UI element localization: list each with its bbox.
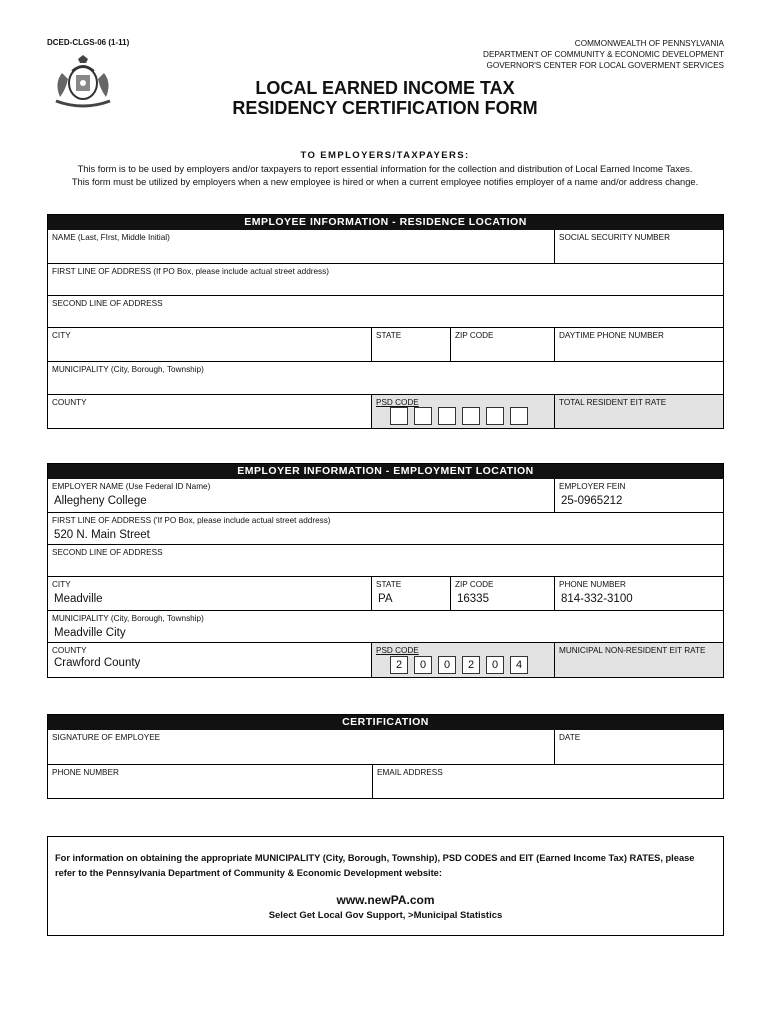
employer-eit-rate-field [554,643,723,677]
section-heading: CERTIFICATION [48,715,723,730]
employee-phone-field[interactable] [554,328,723,361]
field-value: 25-0965212 [561,495,623,507]
field-label: MUNICIPAL NON-RESIDENT EIT RATE [559,646,706,655]
psd-digit-box[interactable] [486,407,504,425]
psd-digit-box[interactable]: 4 [510,656,528,674]
employer-fein-field[interactable] [554,479,723,512]
employer-county-field[interactable] [48,643,371,677]
agency-line: GOVERNOR'S CENTER FOR LOCAL GOVERMENT SERVICES [486,61,724,70]
psd-digit-box[interactable]: 0 [486,656,504,674]
employee-address2-field[interactable] [48,296,723,327]
field-label: SECOND LINE OF ADDRESS [52,548,163,557]
agency-line: COMMONWEALTH OF PENNSYLVANIA [574,39,724,48]
employer-address1-field[interactable] [48,513,723,544]
form-code: DCED-CLGS-06 (1-11) [47,38,130,47]
employee-municipality-field[interactable] [48,362,723,394]
info-box [47,836,724,936]
email-field[interactable] [372,765,723,798]
employer-zip-field[interactable] [450,577,554,610]
intro-heading: TO EMPLOYERS/TAXPAYERS: [300,150,470,161]
employer-section [47,463,724,678]
form-title: LOCAL EARNED INCOME TAX [255,78,515,98]
website-link[interactable]: www.newPA.com [336,893,435,907]
field-label: EMPLOYER FEIN [559,482,626,491]
field-label: EMPLOYER NAME (Use Federal ID Name) [52,482,211,491]
employee-address1-field[interactable] [48,264,723,295]
field-label: DATE [559,733,581,742]
employee-name-field[interactable] [48,230,554,263]
field-label: CITY [52,580,71,589]
employer-address2-field[interactable] [48,545,723,576]
date-field[interactable] [554,730,723,764]
psd-digit-box[interactable]: 0 [438,656,456,674]
field-label: MUNICIPALITY (City, Borough, Township) [52,614,204,623]
field-label: SOCIAL SECURITY NUMBER [559,233,671,242]
field-label: SECOND LINE OF ADDRESS [52,299,163,308]
field-value: 520 N. Main Street [54,529,150,541]
field-label: ZIP CODE [455,580,494,589]
field-value: Allegheny College [54,495,147,507]
field-value: Meadville [54,593,103,605]
field-value: 814-332-3100 [561,593,633,605]
field-label: DAYTIME PHONE NUMBER [559,331,664,340]
section-heading: EMPLOYEE INFORMATION - RESIDENCE LOCATION [48,215,723,230]
field-label: FIRST LINE OF ADDRESS ('If PO Box, please include actual street address) [52,516,331,525]
psd-digit-box[interactable] [510,407,528,425]
field-label: COUNTY [52,398,87,407]
field-label: PSD CODE [376,398,419,407]
employee-section [47,214,724,429]
employer-state-field[interactable] [371,577,450,610]
psd-digit-box[interactable] [438,407,456,425]
employee-state-field[interactable] [371,328,450,361]
agency-block [483,38,724,71]
agency-line: DEPARTMENT OF COMMUNITY & ECONOMIC DEVELOPMENT [483,50,724,59]
employee-eit-rate-field [554,395,723,428]
psd-digit-box[interactable] [414,407,432,425]
field-label: STATE [376,580,402,589]
psd-digit-box[interactable]: 0 [414,656,432,674]
employee-zip-field[interactable] [450,328,554,361]
certification-section [47,714,724,799]
employee-city-field[interactable] [48,328,371,361]
psd-digit-box[interactable] [462,407,480,425]
field-value: Meadville City [54,627,126,639]
employer-municipality-field[interactable] [48,611,723,642]
field-label: MUNICIPALITY (City, Borough, Township) [52,365,204,374]
employee-psd-code-field [371,395,554,428]
field-label: TOTAL RESIDENT EIT RATE [559,398,667,407]
section-heading: EMPLOYER INFORMATION - EMPLOYMENT LOCATION [48,464,723,479]
field-label: PSD CODE [376,646,419,655]
intro-text: This form must be utilized by employers when a new employee is hired or when a current employee notifies employer of a name and/or address change. [71,177,699,187]
field-label: PHONE NUMBER [52,768,119,777]
field-label: CITY [52,331,71,340]
employee-signature-field[interactable] [48,730,554,764]
field-label: COUNTY [52,646,87,655]
employer-city-field[interactable] [48,577,371,610]
field-label: SIGNATURE OF EMPLOYEE [52,733,161,742]
field-label: FIRST LINE OF ADDRESS (If PO Box, please include actual street address) [52,267,329,276]
info-text: For information on obtaining the appropriate MUNICIPALITY (City, Borough, Township), PSD CODES and EIT (Earned Income Tax) RATES, please refer to the Pennsylvania Department of Community & Economic Development website: [55,853,695,878]
certification-phone-field[interactable] [48,765,372,798]
employee-ssn-field[interactable] [554,230,723,263]
field-value: PA [378,593,393,605]
psd-digit-box[interactable] [390,407,408,425]
psd-digit-box[interactable]: 2 [462,656,480,674]
field-label: ZIP CODE [455,331,494,340]
navigation-hint: Select Get Local Gov Support, >Municipal Statistics [268,910,503,921]
employer-name-field[interactable] [48,479,554,512]
form-subtitle: RESIDENCY CERTIFICATION FORM [232,98,538,118]
employee-county-field[interactable] [48,395,371,428]
employer-phone-field[interactable] [554,577,723,610]
employer-psd-code-field [371,643,554,677]
field-value: Crawford County [54,657,141,669]
field-label: EMAIL ADDRESS [377,768,443,777]
field-label: PHONE NUMBER [559,580,626,589]
field-label: NAME (Last, FIrst, Middle Initial) [52,233,170,242]
intro-text: This form is to be used by employers and/or taxpayers to report essential information for the collection and distribution of Local Earned Income Taxes. [77,164,693,174]
psd-digit-box[interactable]: 2 [390,656,408,674]
field-value: 16335 [457,593,489,605]
field-label: STATE [376,331,402,340]
